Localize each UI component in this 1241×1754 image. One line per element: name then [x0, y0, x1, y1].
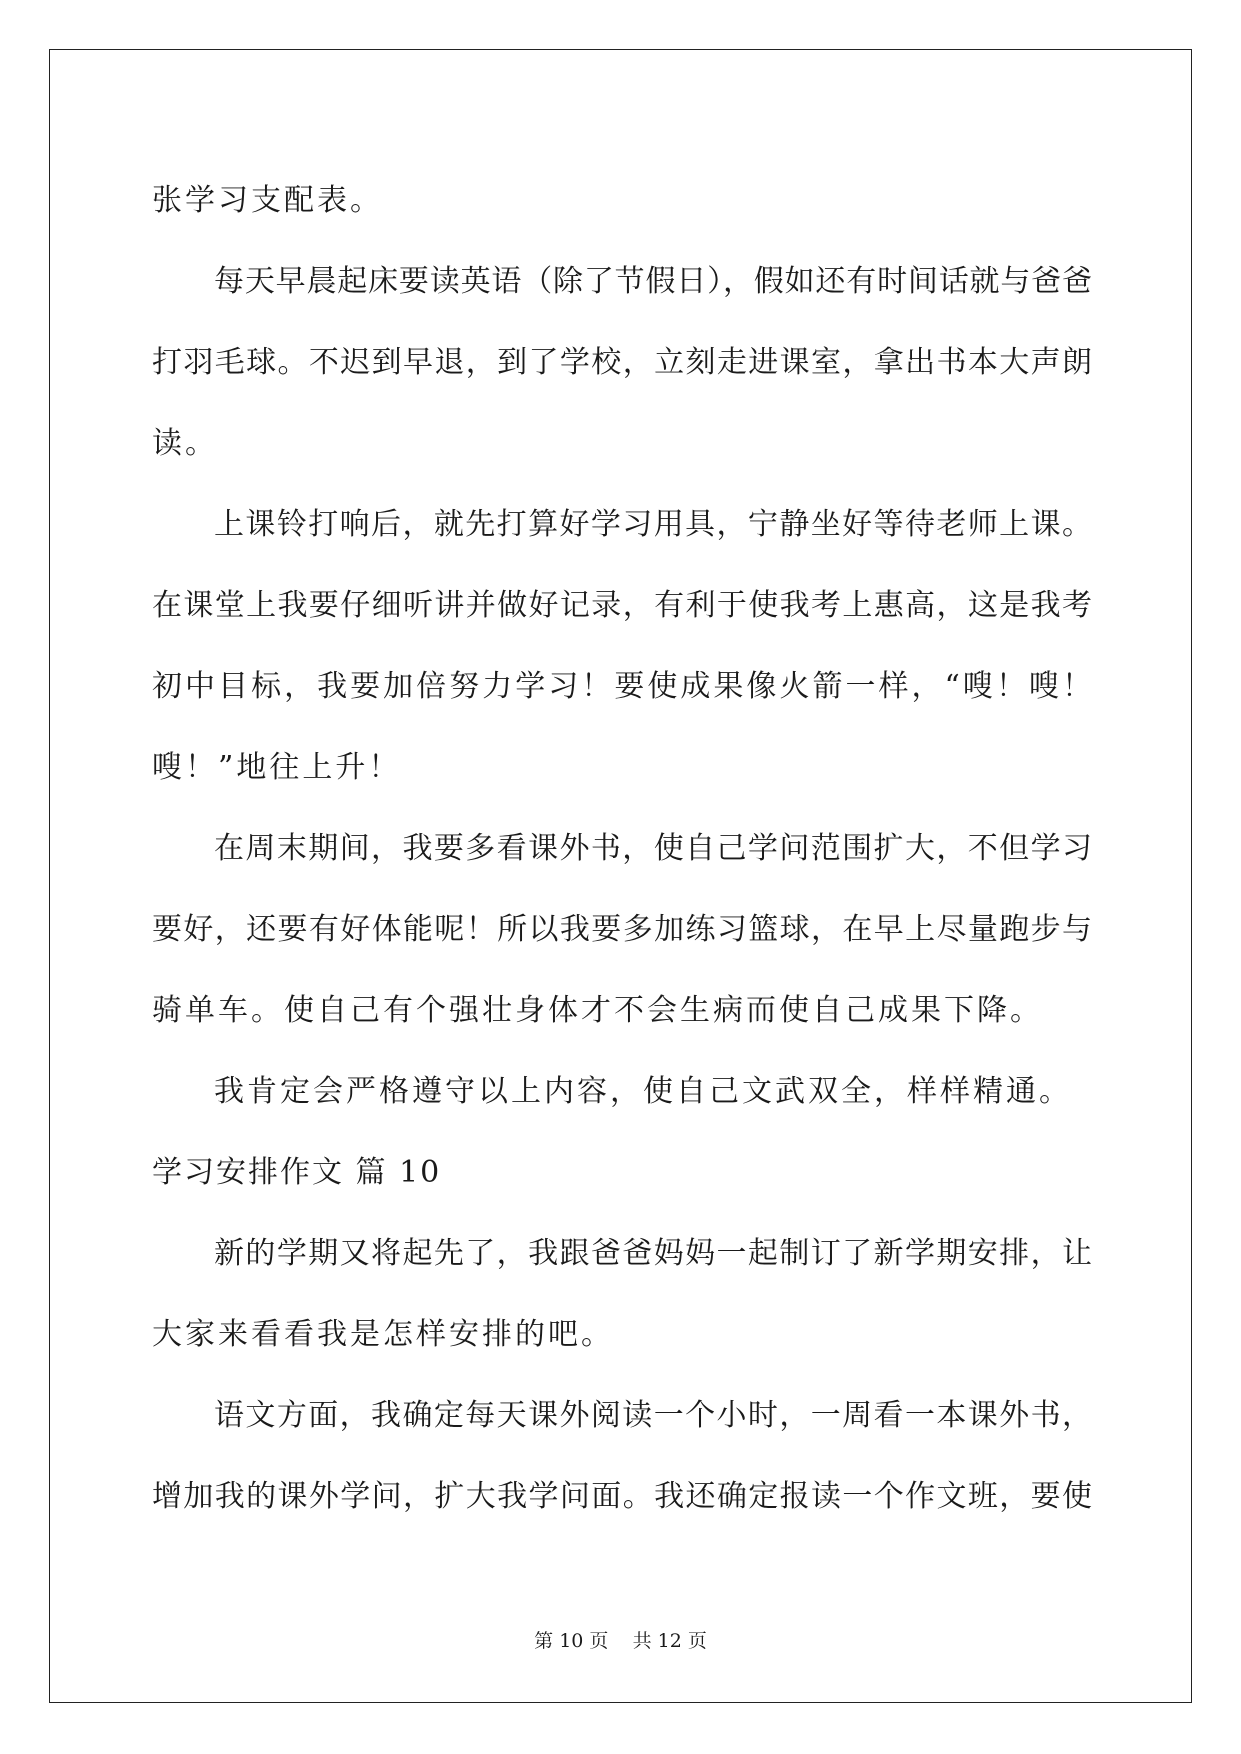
- paragraph-line: 骑单车。使自己有个强壮身体才不会生病而使自己成果下降。: [152, 993, 1043, 1028]
- document-body: [152, 160, 1092, 1537]
- paragraph-line: 每天早晨起床要读英语（除了节假日），假如还有时间话就与爸爸: [214, 264, 1092, 299]
- paragraph-line: 在周末期间，我要多看课外书，使自己学问范围扩大，不但学习: [214, 831, 1092, 866]
- paragraph-line: 增加我的课外学问，扩大我学问面。我还确定报读一个作文班，要使: [152, 1479, 1092, 1514]
- paragraph-line: 读。: [152, 426, 218, 461]
- paragraph-line: 我肯定会严格遵守以上内容，使自己文武双全，样样精通。: [214, 1074, 1072, 1109]
- paragraph-line: 新的学期又将起先了，我跟爸爸妈妈一起制订了新学期安排，让: [214, 1236, 1092, 1271]
- paragraph-line: 张学习支配表。: [152, 183, 383, 218]
- paragraph-line: 打羽毛球。不迟到早退，到了学校，立刻走进课室，拿出书本大声朗: [152, 345, 1092, 380]
- paragraph-line: 语文方面，我确定每天课外阅读一个小时，一周看一本课外书，: [214, 1398, 1092, 1433]
- paragraph-line: 大家来看看我是怎样安排的吧。: [152, 1317, 614, 1352]
- paragraph-line: 初中目标，我要加倍努力学习！要使成果像火箭一样，“嗖！嗖！: [152, 669, 1092, 704]
- paragraph-line: 嗖！”地往上升！: [152, 750, 402, 785]
- paragraph-line: 上课铃打响后，就先打算好学习用具，宁静坐好等待老师上课。: [214, 507, 1092, 542]
- paragraph-line: 在课堂上我要仔细听讲并做好记录，有利于使我考上惠高，这是我考: [152, 588, 1092, 623]
- page-number-label: 第 10 页 共 12 页: [534, 1630, 707, 1652]
- paragraph-line: 要好，还要有好体能呢！所以我要多加练习篮球，在早上尽量跑步与: [152, 912, 1092, 947]
- section-heading: 学习安排作文 篇 10: [152, 1155, 442, 1190]
- page-footer: [0, 1626, 1241, 1653]
